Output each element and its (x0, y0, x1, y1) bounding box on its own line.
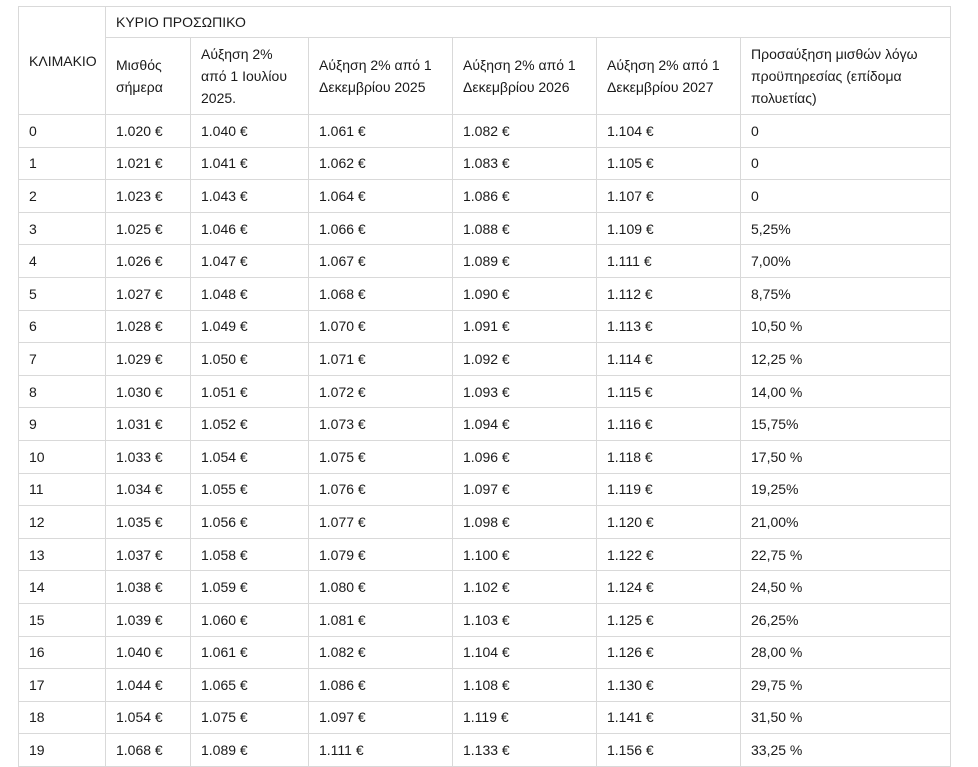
table-row (19, 343, 951, 376)
cell-klimakio: 15 (19, 603, 106, 636)
cell-current-salary: 1.037 € (106, 538, 191, 571)
cell-jul-2025: 1.046 € (191, 212, 309, 245)
cell-dec-2027: 1.141 € (597, 701, 741, 734)
cell-klimakio: 1 (19, 147, 106, 180)
cell-dec-2026: 1.090 € (453, 277, 597, 310)
cell-klimakio: 0 (19, 115, 106, 148)
cell-jul-2025: 1.054 € (191, 440, 309, 473)
cell-dec-2026: 1.086 € (453, 180, 597, 213)
cell-current-salary: 1.025 € (106, 212, 191, 245)
cell-jul-2025: 1.060 € (191, 603, 309, 636)
cell-seniority-allowance: 17,50 % (741, 440, 951, 473)
cell-jul-2025: 1.058 € (191, 538, 309, 571)
cell-current-salary: 1.028 € (106, 310, 191, 343)
cell-jul-2025: 1.050 € (191, 343, 309, 376)
cell-dec-2025: 1.068 € (309, 277, 453, 310)
cell-seniority-allowance: 8,75% (741, 277, 951, 310)
header-row-columns (19, 38, 951, 115)
table-row (19, 245, 951, 278)
cell-current-salary: 1.068 € (106, 734, 191, 767)
cell-dec-2026: 1.103 € (453, 603, 597, 636)
cell-seniority-allowance: 12,25 % (741, 343, 951, 376)
cell-jul-2025: 1.059 € (191, 571, 309, 604)
table-row (19, 506, 951, 539)
cell-seniority-allowance: 7,00% (741, 245, 951, 278)
table-row (19, 603, 951, 636)
cell-seniority-allowance: 14,00 % (741, 375, 951, 408)
cell-seniority-allowance: 21,00% (741, 506, 951, 539)
table-row (19, 538, 951, 571)
table-row (19, 734, 951, 767)
cell-jul-2025: 1.089 € (191, 734, 309, 767)
cell-klimakio: 6 (19, 310, 106, 343)
table-row (19, 115, 951, 148)
header-increase-dec-2027: Αύξηση 2% από 1 Δεκεμβρίου 2027 (597, 38, 741, 115)
cell-dec-2027: 1.156 € (597, 734, 741, 767)
cell-dec-2027: 1.113 € (597, 310, 741, 343)
cell-current-salary: 1.029 € (106, 343, 191, 376)
cell-dec-2025: 1.081 € (309, 603, 453, 636)
cell-dec-2025: 1.097 € (309, 701, 453, 734)
table-row (19, 375, 951, 408)
cell-seniority-allowance: 31,50 % (741, 701, 951, 734)
cell-dec-2026: 1.096 € (453, 440, 597, 473)
cell-current-salary: 1.026 € (106, 245, 191, 278)
cell-jul-2025: 1.048 € (191, 277, 309, 310)
cell-klimakio: 2 (19, 180, 106, 213)
cell-current-salary: 1.021 € (106, 147, 191, 180)
cell-jul-2025: 1.075 € (191, 701, 309, 734)
cell-dec-2027: 1.104 € (597, 115, 741, 148)
cell-seniority-allowance: 0 (741, 180, 951, 213)
cell-dec-2026: 1.089 € (453, 245, 597, 278)
cell-jul-2025: 1.051 € (191, 375, 309, 408)
cell-klimakio: 9 (19, 408, 106, 441)
cell-dec-2026: 1.100 € (453, 538, 597, 571)
cell-seniority-allowance: 24,50 % (741, 571, 951, 604)
table-header (19, 7, 951, 115)
header-seniority-allowance: Προσαύξηση μισθών λόγω προϋπηρεσίας (επίδομα πολυετίας) (741, 38, 951, 115)
cell-jul-2025: 1.055 € (191, 473, 309, 506)
cell-dec-2025: 1.082 € (309, 636, 453, 669)
cell-dec-2025: 1.075 € (309, 440, 453, 473)
cell-jul-2025: 1.043 € (191, 180, 309, 213)
cell-dec-2027: 1.124 € (597, 571, 741, 604)
cell-dec-2025: 1.071 € (309, 343, 453, 376)
cell-klimakio: 8 (19, 375, 106, 408)
cell-klimakio: 18 (19, 701, 106, 734)
cell-klimakio: 16 (19, 636, 106, 669)
header-increase-jul-2025: Αύξηση 2% από 1 Ιουλίου 2025. (191, 38, 309, 115)
cell-dec-2027: 1.120 € (597, 506, 741, 539)
cell-dec-2026: 1.104 € (453, 636, 597, 669)
cell-dec-2027: 1.114 € (597, 343, 741, 376)
cell-seniority-allowance: 22,75 % (741, 538, 951, 571)
cell-dec-2025: 1.086 € (309, 669, 453, 702)
cell-jul-2025: 1.056 € (191, 506, 309, 539)
cell-dec-2025: 1.080 € (309, 571, 453, 604)
cell-dec-2026: 1.091 € (453, 310, 597, 343)
cell-seniority-allowance: 26,25% (741, 603, 951, 636)
table-row (19, 571, 951, 604)
cell-dec-2025: 1.111 € (309, 734, 453, 767)
cell-current-salary: 1.030 € (106, 375, 191, 408)
cell-klimakio: 10 (19, 440, 106, 473)
cell-dec-2025: 1.064 € (309, 180, 453, 213)
cell-klimakio: 17 (19, 669, 106, 702)
cell-dec-2027: 1.122 € (597, 538, 741, 571)
cell-dec-2025: 1.079 € (309, 538, 453, 571)
cell-jul-2025: 1.061 € (191, 636, 309, 669)
cell-dec-2025: 1.066 € (309, 212, 453, 245)
cell-jul-2025: 1.040 € (191, 115, 309, 148)
salary-scale-table (18, 6, 951, 767)
table-row (19, 212, 951, 245)
cell-dec-2027: 1.107 € (597, 180, 741, 213)
cell-dec-2025: 1.073 € (309, 408, 453, 441)
cell-dec-2027: 1.125 € (597, 603, 741, 636)
table-row (19, 408, 951, 441)
header-group-kyrio-prosopiko: ΚΥΡΙΟ ΠΡΟΣΩΠΙΚΟ (106, 7, 951, 38)
cell-current-salary: 1.038 € (106, 571, 191, 604)
cell-dec-2025: 1.077 € (309, 506, 453, 539)
cell-current-salary: 1.039 € (106, 603, 191, 636)
cell-seniority-allowance: 29,75 % (741, 669, 951, 702)
cell-klimakio: 19 (19, 734, 106, 767)
cell-dec-2025: 1.061 € (309, 115, 453, 148)
cell-dec-2026: 1.098 € (453, 506, 597, 539)
cell-dec-2027: 1.116 € (597, 408, 741, 441)
cell-klimakio: 11 (19, 473, 106, 506)
cell-current-salary: 1.034 € (106, 473, 191, 506)
cell-dec-2027: 1.105 € (597, 147, 741, 180)
cell-dec-2027: 1.112 € (597, 277, 741, 310)
cell-dec-2027: 1.109 € (597, 212, 741, 245)
cell-current-salary: 1.054 € (106, 701, 191, 734)
table-row (19, 180, 951, 213)
cell-dec-2026: 1.094 € (453, 408, 597, 441)
cell-dec-2025: 1.070 € (309, 310, 453, 343)
cell-dec-2026: 1.083 € (453, 147, 597, 180)
cell-klimakio: 12 (19, 506, 106, 539)
header-klimakio: ΚΛΙΜΑΚΙΟ (19, 7, 106, 115)
cell-dec-2025: 1.062 € (309, 147, 453, 180)
table-row (19, 277, 951, 310)
cell-current-salary: 1.020 € (106, 115, 191, 148)
cell-dec-2027: 1.126 € (597, 636, 741, 669)
cell-dec-2025: 1.076 € (309, 473, 453, 506)
cell-klimakio: 5 (19, 277, 106, 310)
cell-dec-2026: 1.093 € (453, 375, 597, 408)
cell-dec-2027: 1.119 € (597, 473, 741, 506)
cell-dec-2026: 1.082 € (453, 115, 597, 148)
header-row-group (19, 7, 951, 38)
cell-current-salary: 1.031 € (106, 408, 191, 441)
cell-dec-2026: 1.088 € (453, 212, 597, 245)
table-row (19, 310, 951, 343)
table-row (19, 440, 951, 473)
cell-dec-2026: 1.133 € (453, 734, 597, 767)
table-row (19, 473, 951, 506)
cell-dec-2025: 1.072 € (309, 375, 453, 408)
header-increase-dec-2026: Αύξηση 2% από 1 Δεκεμβρίου 2026 (453, 38, 597, 115)
table-row (19, 636, 951, 669)
cell-jul-2025: 1.052 € (191, 408, 309, 441)
cell-current-salary: 1.023 € (106, 180, 191, 213)
cell-seniority-allowance: 0 (741, 115, 951, 148)
cell-klimakio: 4 (19, 245, 106, 278)
cell-seniority-allowance: 10,50 % (741, 310, 951, 343)
cell-jul-2025: 1.041 € (191, 147, 309, 180)
table-row (19, 669, 951, 702)
header-current-salary: Μισθός σήμερα (106, 38, 191, 115)
cell-jul-2025: 1.065 € (191, 669, 309, 702)
cell-seniority-allowance: 28,00 % (741, 636, 951, 669)
salary-table-container (18, 6, 951, 767)
cell-seniority-allowance: 15,75% (741, 408, 951, 441)
cell-dec-2025: 1.067 € (309, 245, 453, 278)
cell-dec-2026: 1.092 € (453, 343, 597, 376)
cell-seniority-allowance: 0 (741, 147, 951, 180)
cell-klimakio: 14 (19, 571, 106, 604)
cell-current-salary: 1.035 € (106, 506, 191, 539)
cell-klimakio: 3 (19, 212, 106, 245)
cell-seniority-allowance: 5,25% (741, 212, 951, 245)
table-body (19, 115, 951, 767)
cell-klimakio: 7 (19, 343, 106, 376)
cell-seniority-allowance: 33,25 % (741, 734, 951, 767)
cell-current-salary: 1.033 € (106, 440, 191, 473)
cell-dec-2027: 1.115 € (597, 375, 741, 408)
cell-dec-2026: 1.108 € (453, 669, 597, 702)
cell-dec-2026: 1.097 € (453, 473, 597, 506)
cell-dec-2026: 1.102 € (453, 571, 597, 604)
cell-dec-2026: 1.119 € (453, 701, 597, 734)
cell-jul-2025: 1.049 € (191, 310, 309, 343)
cell-current-salary: 1.040 € (106, 636, 191, 669)
header-increase-dec-2025: Αύξηση 2% από 1 Δεκεμβρίου 2025 (309, 38, 453, 115)
cell-klimakio: 13 (19, 538, 106, 571)
cell-current-salary: 1.027 € (106, 277, 191, 310)
cell-current-salary: 1.044 € (106, 669, 191, 702)
cell-seniority-allowance: 19,25% (741, 473, 951, 506)
cell-jul-2025: 1.047 € (191, 245, 309, 278)
cell-dec-2027: 1.111 € (597, 245, 741, 278)
cell-dec-2027: 1.130 € (597, 669, 741, 702)
table-row (19, 147, 951, 180)
cell-dec-2027: 1.118 € (597, 440, 741, 473)
table-row (19, 701, 951, 734)
